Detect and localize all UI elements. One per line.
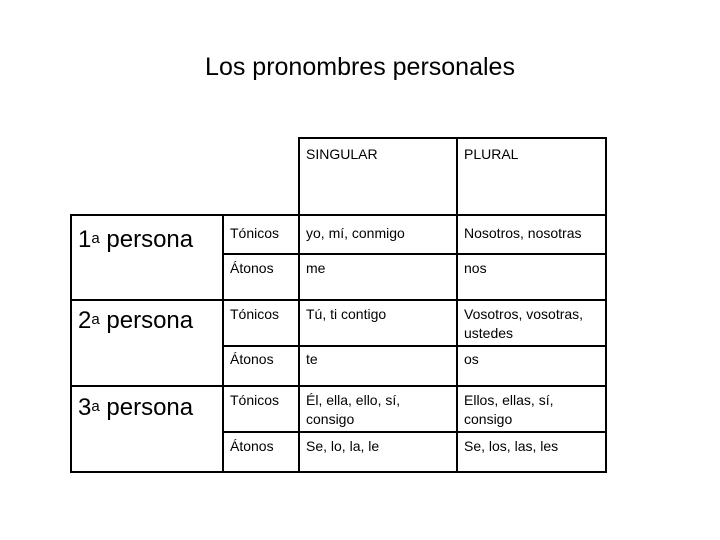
row-plural: Ellos, ellas, sí, consigo (464, 392, 554, 427)
row-type: Tónicos (230, 306, 280, 322)
persona-label-2: 2$^a$ persona (78, 307, 194, 334)
row-singular: me (306, 260, 326, 276)
table-col-rule (222, 214, 224, 473)
slide-title: Los pronombres personales (205, 53, 515, 81)
header-plural: PLURAL (464, 146, 519, 162)
row-plural: nos (464, 260, 487, 276)
table-border-right (605, 137, 607, 473)
persona-label-1: 1$^a$ persona (78, 226, 194, 253)
table-rule (222, 431, 607, 433)
row-plural: Se, los, las, les (464, 438, 559, 454)
row-singular: Tú, ti contigo (306, 306, 387, 322)
row-singular: te (306, 351, 318, 367)
row-type: Tónicos (230, 392, 280, 408)
table-border-top (298, 137, 607, 139)
row-type: Átonos (230, 260, 274, 276)
row-type: Átonos (230, 438, 274, 454)
table-rule (70, 385, 607, 387)
table-rule (222, 345, 607, 347)
persona-label-3: 3$^a$ persona (78, 394, 194, 421)
row-type: Átonos (230, 351, 274, 367)
row-singular: Él, ella, ello, sí, consigo (306, 392, 401, 427)
header-singular: SINGULAR (306, 146, 378, 162)
table-rule (70, 299, 607, 301)
row-singular: yo, mí, conmigo (306, 225, 405, 241)
row-type: Tónicos (230, 225, 280, 241)
row-singular: Se, lo, la, le (306, 438, 380, 454)
row-plural: os (464, 351, 479, 367)
row-plural: Vosotros, vosotras, ustedes (464, 306, 584, 341)
row-plural: Nosotros, nosotras (464, 225, 582, 241)
table-rule-header (70, 214, 607, 216)
table-border-left (70, 214, 72, 473)
table-rule (222, 253, 607, 255)
table-border-bottom (70, 471, 607, 473)
